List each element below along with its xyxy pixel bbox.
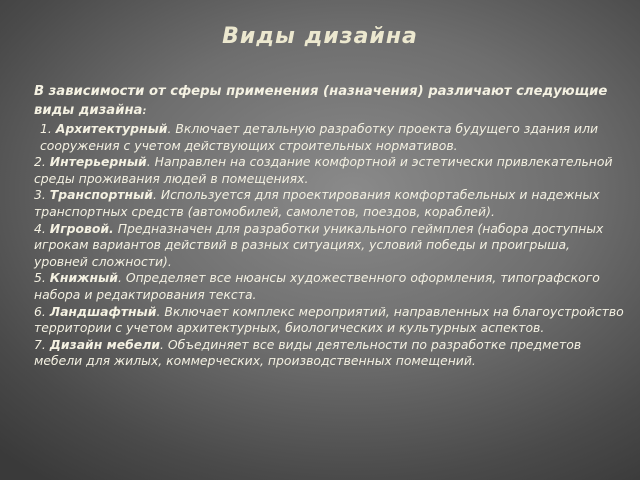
- item-description: Включает комплекс мероприятий, направленных на благоустройство территории с учетом архитектурных, биологических и культурных аспектов.: [34, 303, 624, 336]
- intro-sentence: В зависимости от сферы применения (назначения) различают следующие виды дизайна: [34, 84, 608, 118]
- list-item-game: [34, 221, 626, 271]
- item-number: 2.: [34, 154, 46, 170]
- item-name: Интерьерный: [49, 154, 147, 170]
- item-separator: .: [167, 121, 172, 136]
- item-name: Дизайн мебели: [49, 336, 160, 352]
- list-item-transport: [34, 187, 626, 220]
- item-description: Направлен на создание комфортной и эстетически привлекательной среды проживания людей в помещениях.: [34, 154, 613, 186]
- item-name: Архитектурный: [55, 121, 168, 136]
- item-description: Объединяет все виды деятельности по разработке предметов мебели для жилых, коммерческих, производственных помещений.: [34, 336, 582, 369]
- item-number: 1.: [40, 121, 52, 136]
- item-description: Включает детальную разработку проекта будущего здания или сооружения с учетом действующих строительных нормативов.: [40, 121, 599, 153]
- item-number: 7.: [34, 336, 46, 352]
- list-item-interior: [34, 154, 626, 187]
- intro-text: [34, 82, 626, 121]
- list-item-book: [34, 270, 626, 303]
- list-item-architectural: [34, 121, 626, 154]
- item-number: 6.: [34, 303, 46, 319]
- slide-title: Виды дизайна: [222, 24, 418, 49]
- item-number: 4.: [34, 220, 46, 236]
- item-description: Предназначен для разработки уникального геймплея (набора доступных игрокам вариантов действий в разных ситуациях, условий победы и проигрыша, уровней сложности).: [34, 220, 604, 269]
- item-number: 5.: [34, 270, 46, 286]
- item-name: Ландшафтный: [49, 303, 157, 319]
- list-item-furniture: [34, 337, 626, 370]
- slide-body: [34, 82, 626, 370]
- item-separator: .: [117, 270, 122, 286]
- list-item-landscape: [34, 304, 626, 337]
- item-name: Игровой.: [49, 220, 114, 236]
- item-separator: .: [146, 154, 151, 170]
- intro-suffix: :: [142, 106, 147, 117]
- item-separator: .: [152, 187, 157, 203]
- item-number: 3.: [34, 187, 46, 203]
- item-name: Книжный: [49, 270, 118, 286]
- item-separator: .: [159, 336, 164, 352]
- item-name: Транспортный: [49, 187, 153, 203]
- item-separator: .: [156, 303, 161, 319]
- item-description: Используется для проектирования комфортабельных и надежных транспортных средств (автомобилей, самолетов, поездов, кораблей).: [34, 187, 600, 219]
- item-description: Определяет все нюансы художественного оформления, типографского набора и редактирования текста.: [34, 270, 600, 302]
